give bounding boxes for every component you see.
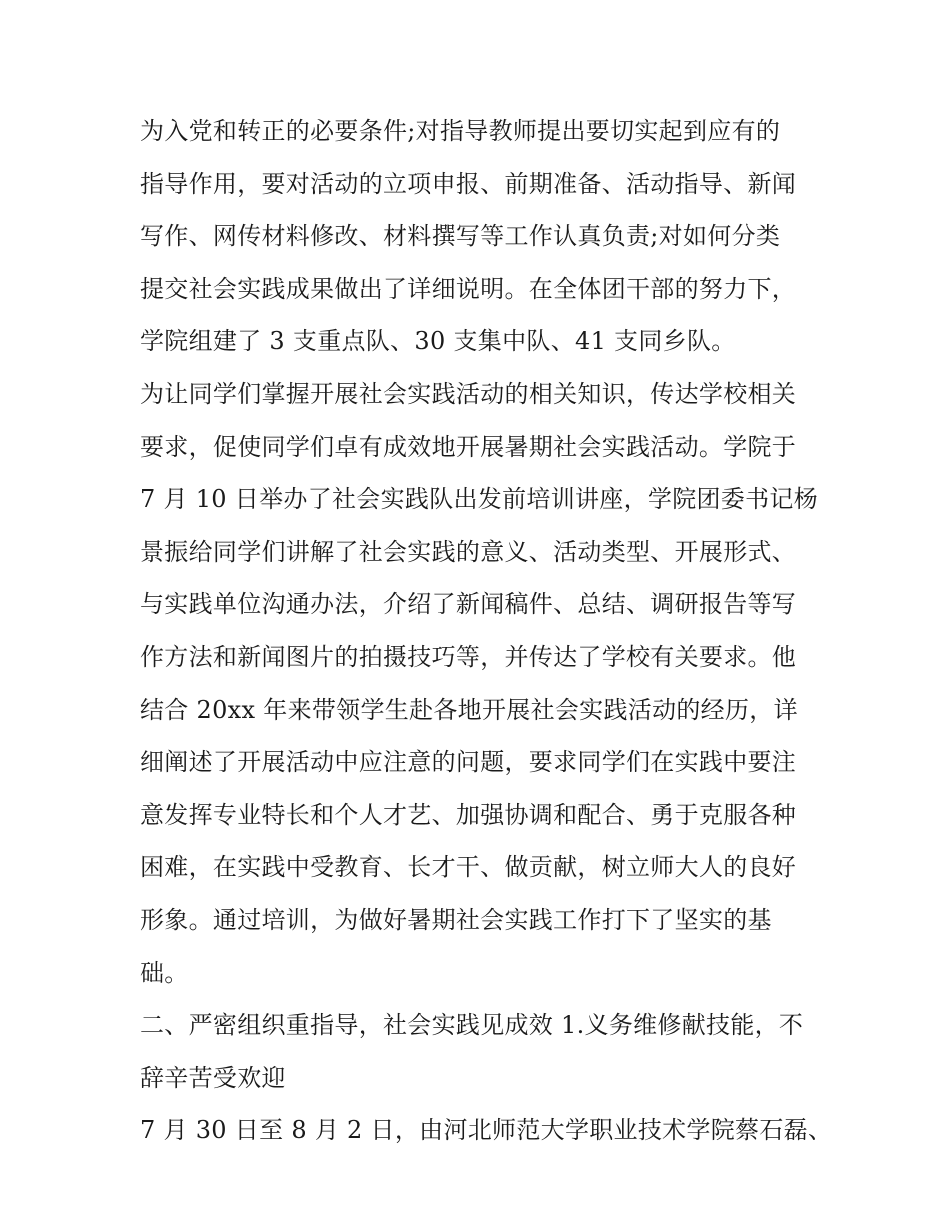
text-line: 结合 20xx 年来带领学生赴各地开展社会实践活动的经历，详 [140,695,798,724]
text-line: 与实践单位沟通办法，介绍了新闻稿件、总结、调研报告等写 [140,590,797,619]
section-heading-line: 二、严密组织重指导，社会实践见成效 1.义务维修献技能，不 [140,1011,804,1040]
text-line: 作方法和新闻图片的拍摄技巧等，并传达了学校有关要求。他 [140,642,797,671]
text-line: 景振给同学们讲解了社会实践的意义、活动类型、开展形式、 [140,537,797,566]
text-line: 要求，促使同学们卓有成效地开展暑期社会实践活动。学院于 [140,432,797,461]
paragraph-start-line: 7 月 30 日至 8 月 2 日，由河北师范大学职业技术学院蔡石磊、 [140,1116,833,1145]
text-line: 指导作用，要对活动的立项申报、前期准备、活动指导、新闻 [140,169,797,198]
text-line: 写作、网传材料修改、材料撰写等工作认真负责;对如何分类 [140,222,781,251]
text-line: 础。 [140,958,189,987]
text-line: 细阐述了开展活动中应注意的问题，要求同学们在实践中要注 [140,748,797,777]
text-line: 形象。通过培训，为做好暑期社会实践工作打下了坚实的基 [140,905,772,934]
text-line: 意发挥专业特长和个人才艺、加强协调和配合、勇于克服各种 [140,800,797,829]
text-line: 学院组建了 3 支重点队、30 支集中队、41 支同乡队。 [140,327,736,356]
section-heading-line: 辞辛苦受欢迎 [140,1063,286,1092]
text-line: 7 月 10 日举办了社会实践队出发前培训讲座，学院团委书记杨 [140,485,818,514]
text-line: 提交社会实践成果做出了详细说明。在全体团干部的努力下， [140,274,797,303]
paragraph-start-line: 为让同学们掌握开展社会实践活动的相关知识，传达学校相关 [140,379,797,408]
text-line: 为入党和转正的必要条件;对指导教师提出要切实起到应有的 [140,117,781,145]
document-body [140,111,833,1163]
text-line: 困难，在实践中受教育、长才干、做贡献，树立师大人的良好 [140,853,797,882]
